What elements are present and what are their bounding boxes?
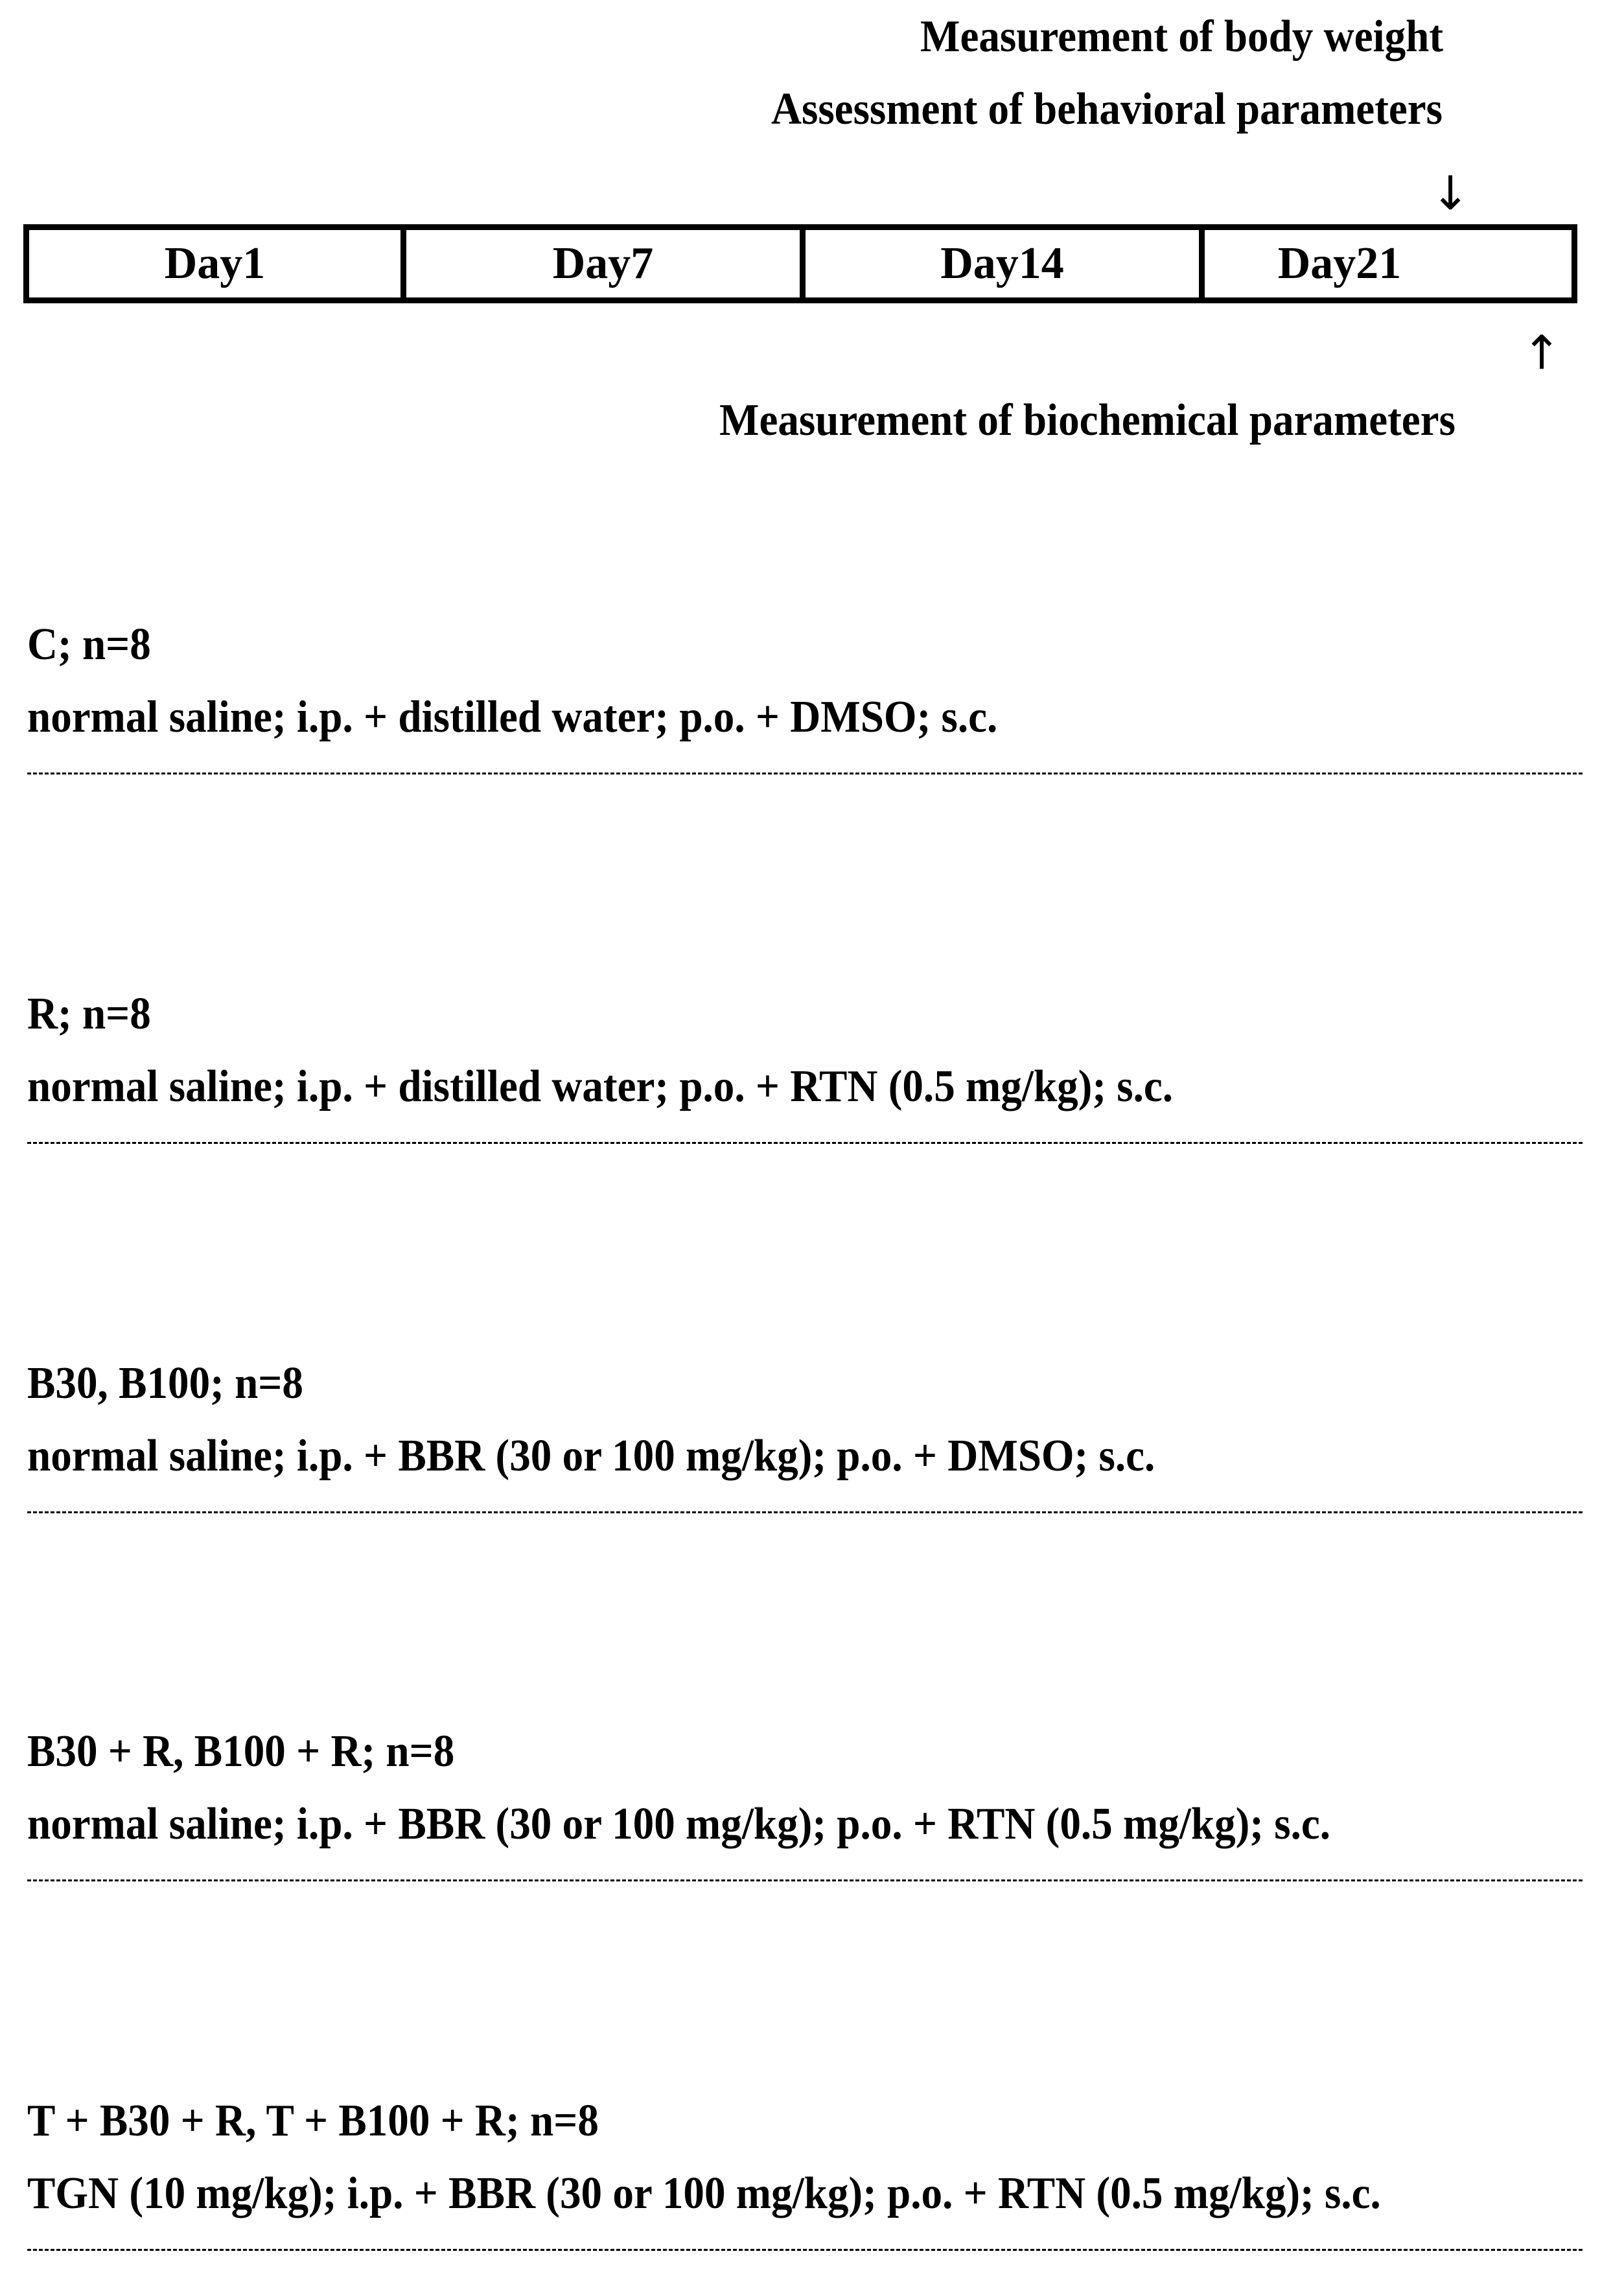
body-weight-annotation: Measurement of body weight [920,12,1444,62]
group-detail: normal saline; i.p. + distilled water; p.o. + RTN (0.5 mg/kg); s.c. [27,1062,1174,1111]
group-tgn-berberine-rotenone [27,2096,1608,2251]
behavioral-parameters-annotation: Assessment of behavioral parameters [771,84,1443,134]
group-detail: normal saline; i.p. + distilled water; p.o. + DMSO; s.c. [27,692,998,742]
arrow-down-icon: ↓ [1431,166,1470,220]
biochemical-parameters-annotation: Measurement of biochemical parameters [719,395,1456,445]
group-berberine [27,1358,1608,1513]
group-berberine-rotenone [27,1729,1608,1881]
group-title: T + B30 + R, T + B100 + R; n=8 [27,2096,599,2146]
group-title: C; n=8 [27,620,151,669]
group-title: B30 + R, B100 + R; n=8 [27,1727,455,1776]
timeline-day-14: Day14 [806,230,1205,297]
arrow-up-icon: ↑ [1522,325,1562,380]
timeline-day-1: Day1 [29,230,406,297]
timeline-day-21: Day21 [1277,238,1402,288]
group-title: B30, B100; n=8 [27,1358,303,1408]
group-title: R; n=8 [27,989,151,1039]
group-rotenone [27,989,1608,1144]
dashed-separator [27,1879,1583,1881]
group-detail: normal saline; i.p. + BBR (30 or 100 mg/kg); p.o. + RTN (0.5 mg/kg); s.c. [27,1799,1331,1849]
timeline-day-7: Day7 [406,230,806,297]
group-control [27,622,1608,774]
dashed-separator [27,1142,1583,1144]
dashed-separator [27,773,1583,774]
dashed-separator [27,1511,1583,1513]
timeline-bar [23,224,1577,303]
dashed-separator [27,2249,1583,2251]
group-detail: TGN (10 mg/kg); i.p. + BBR (30 or 100 mg/kg); p.o. + RTN (0.5 mg/kg); s.c. [27,2169,1381,2218]
group-detail: normal saline; i.p. + BBR (30 or 100 mg/kg); p.o. + DMSO; s.c. [27,1431,1155,1481]
